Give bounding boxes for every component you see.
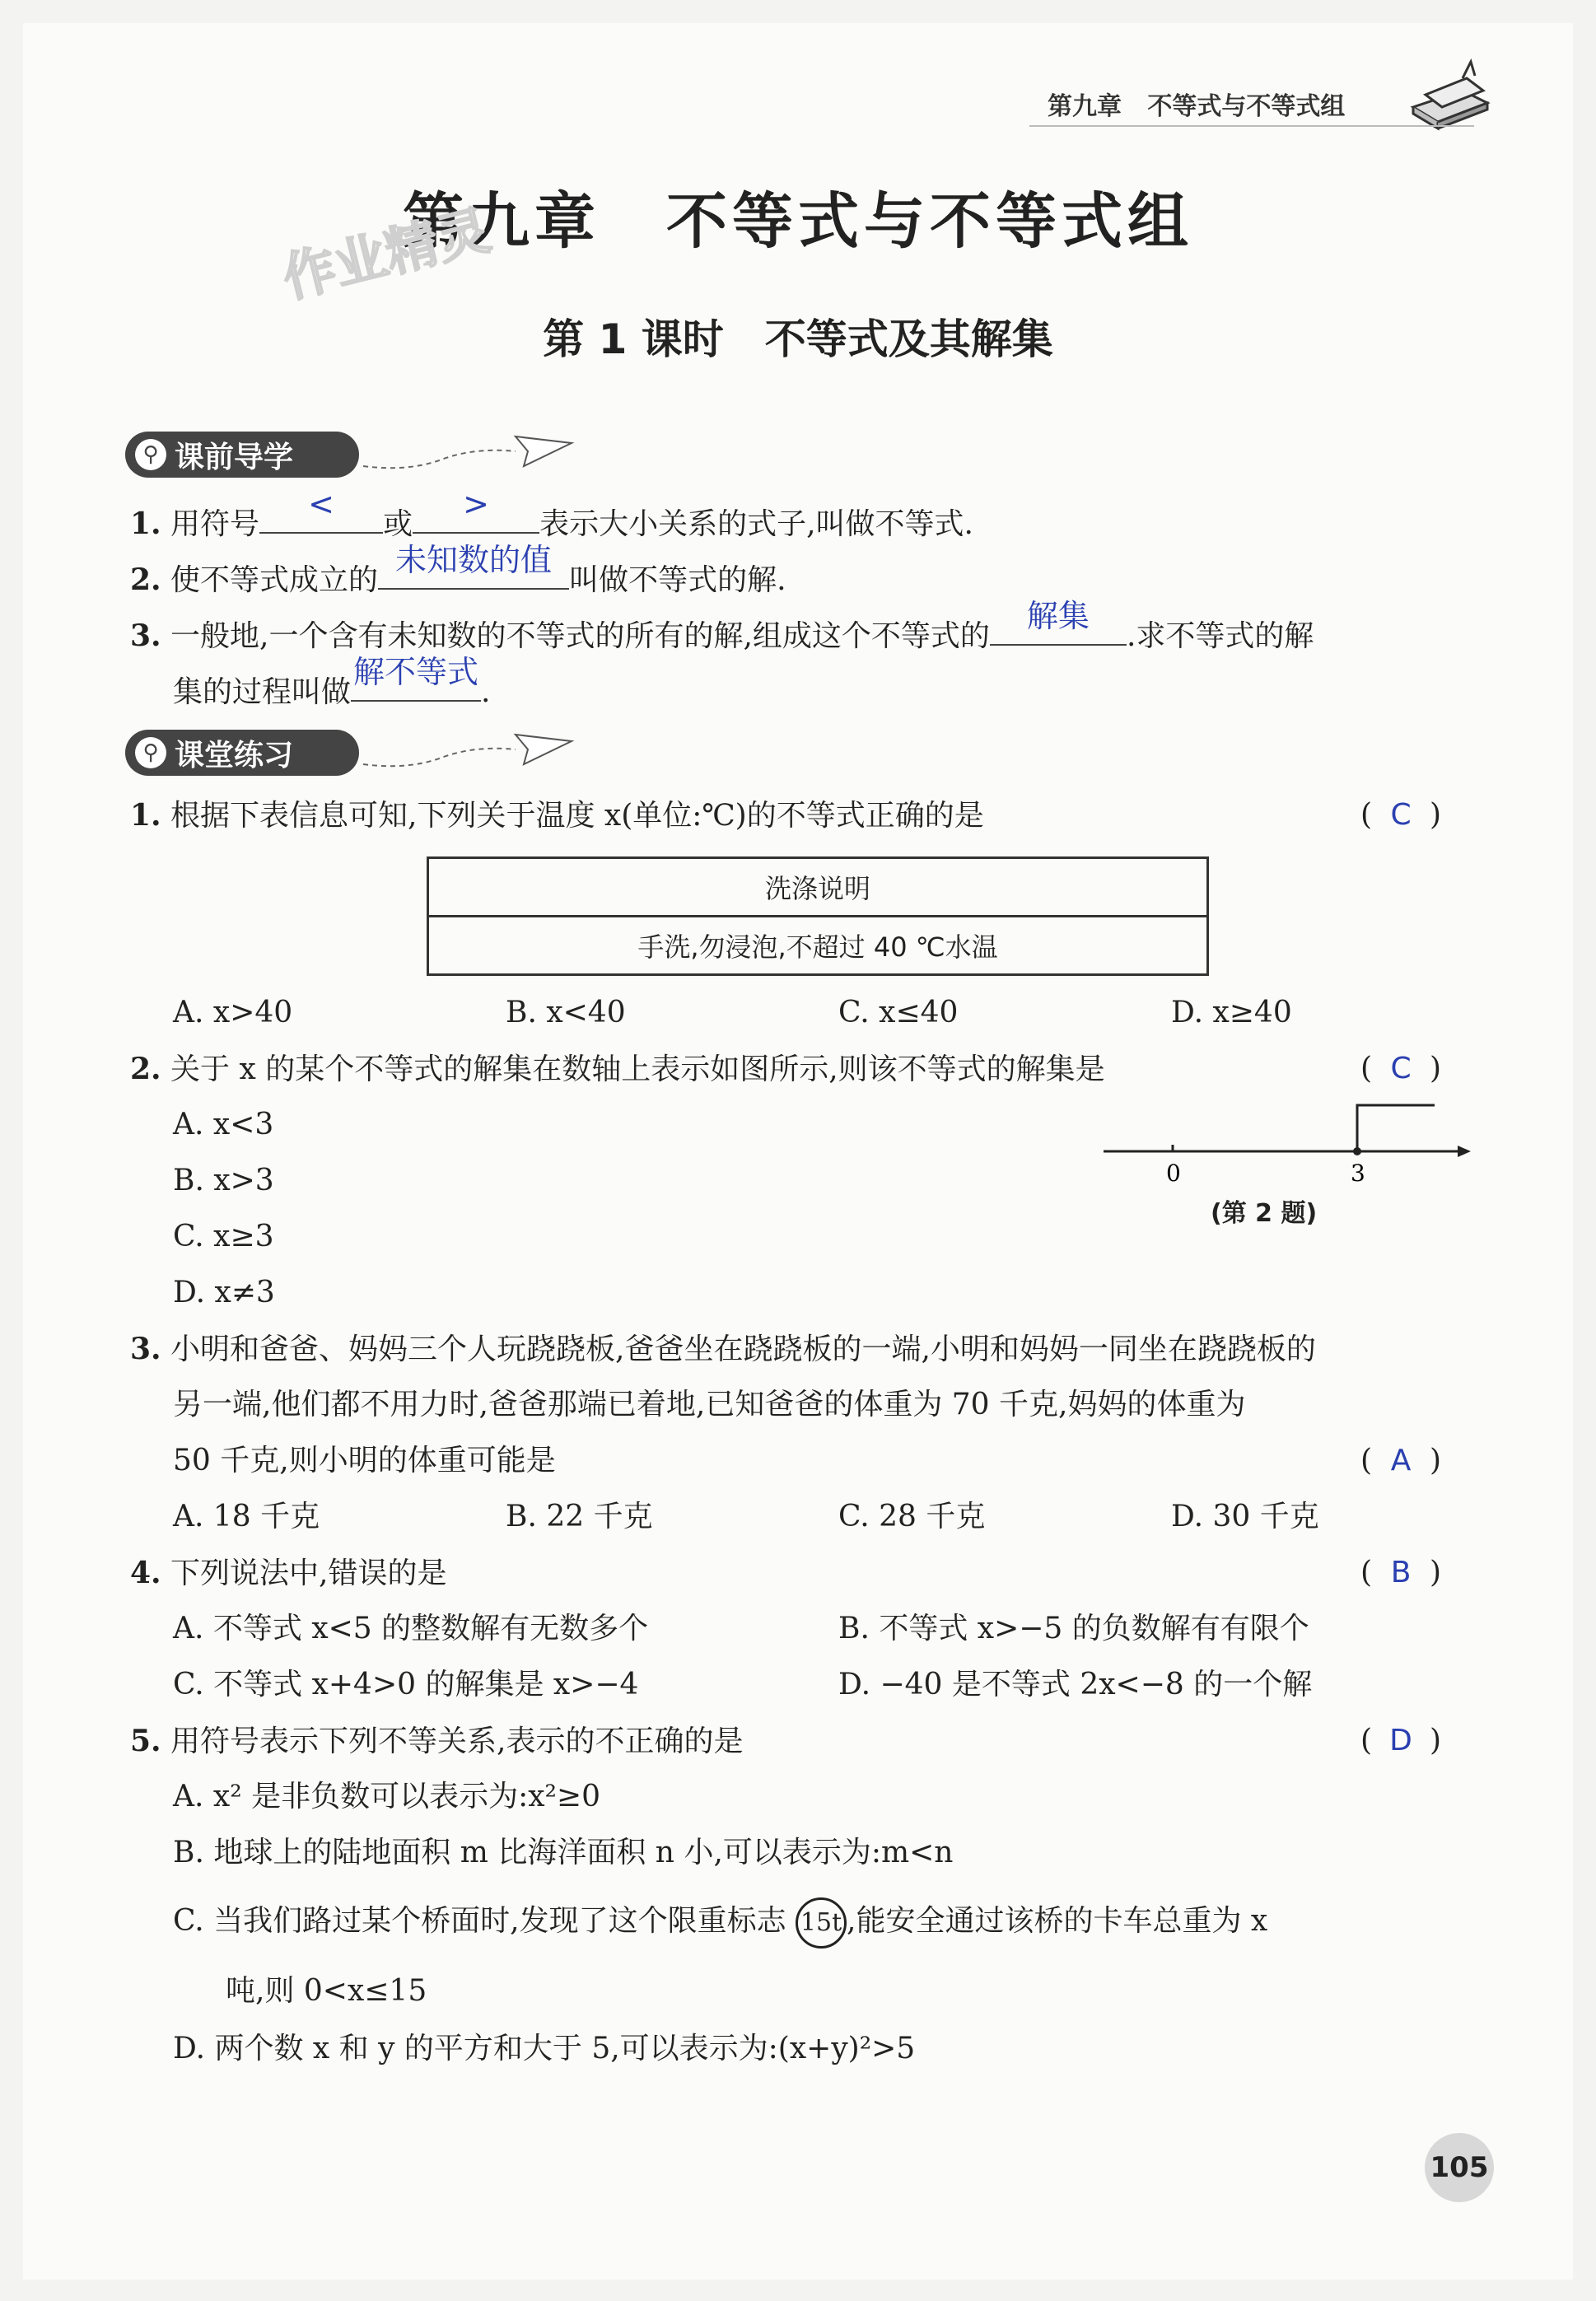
q1-option-c[interactable]: C. x≤40: [838, 996, 959, 1029]
q3-option-d[interactable]: D. 30 千克: [1171, 1500, 1319, 1533]
handwritten-answer: >: [463, 486, 489, 522]
handwritten-answer: C: [1390, 1052, 1412, 1085]
watermark: 作业精灵: [277, 199, 497, 310]
pre-q3-line2: [173, 654, 491, 712]
q-text: 小明和爸爸、妈妈三个人玩跷跷板,爸爸坐在跷跷板的一端,小明和妈妈一同坐在跷跷板的: [170, 1333, 1316, 1366]
handwritten-answer: <: [308, 486, 334, 522]
pre-q2: [130, 542, 786, 600]
practice-q5: [130, 1721, 744, 1762]
q-text: 用符号表示下列不等关系,表示的不正确的是: [170, 1725, 744, 1758]
q3-option-c[interactable]: C. 28 千克: [838, 1500, 986, 1533]
q-text: 根据下表信息可知,下列关于温度 x(单位:℃)的不等式正确的是: [170, 799, 984, 833]
q4-option-d[interactable]: D. −40 是不等式 2x<−8 的一个解: [838, 1668, 1313, 1701]
paren: ): [1430, 1444, 1442, 1477]
handwritten-answer: B: [1390, 1556, 1412, 1589]
answer-q4[interactable]: [1360, 1553, 1441, 1593]
paren: ): [1430, 1724, 1442, 1757]
text: C. 当我们路过某个桥面时,发现了这个限重标志: [173, 1904, 786, 1938]
text: .: [481, 675, 491, 709]
q-num: 1.: [130, 798, 161, 833]
text: 集的过程叫做: [173, 675, 352, 709]
practice-q3-line3: 50 千克,则小明的体重可能是: [173, 1444, 556, 1477]
q-num: 2.: [130, 562, 161, 597]
q2-option-a[interactable]: A. x<3: [173, 1108, 274, 1141]
practice-q3-line1: [130, 1329, 1316, 1370]
q2-option-d[interactable]: D. x≠3: [173, 1276, 275, 1309]
q5-option-b[interactable]: B. 地球上的陆地面积 m 比海洋面积 n 小,可以表示为:m<n: [173, 1836, 954, 1869]
q5-option-a[interactable]: A. x² 是非负数可以表示为:x²≥0: [173, 1780, 600, 1813]
paren: (: [1360, 798, 1373, 832]
text: 用符号: [170, 507, 260, 541]
blank-5[interactable]: [351, 654, 481, 702]
closed-point: [1353, 1147, 1361, 1155]
paren: ): [1430, 1556, 1442, 1589]
handwritten-answer: D: [1389, 1724, 1412, 1757]
header-chapter-title: 不等式与不等式组: [1147, 92, 1346, 121]
number-line-figure: [1095, 1095, 1474, 1194]
pre-q3-line1: [130, 598, 1314, 656]
magnifier-icon: ⚲: [135, 737, 166, 768]
section-label: 课堂练习: [175, 738, 294, 772]
paren: (: [1360, 1052, 1373, 1085]
paren: ): [1430, 1052, 1442, 1085]
magnifier-icon: ⚲: [135, 439, 166, 470]
q3-option-b[interactable]: B. 22 千克: [506, 1500, 653, 1533]
text: 叫做不等式的解.: [569, 563, 786, 597]
q5-option-c-cont: 吨,则 0<x≤15: [226, 1974, 427, 2008]
books-icon: [1405, 58, 1496, 132]
answer-q1[interactable]: [1360, 796, 1441, 835]
q3-option-a[interactable]: A. 18 千克: [173, 1500, 320, 1533]
table-header: 洗涤说明: [428, 858, 1208, 917]
handwritten-answer: 未知数的值: [395, 542, 553, 578]
text: 使不等式成立的: [170, 563, 379, 597]
q-text: 关于 x 的某个不等式的解集在数轴上表示如图所示,则该不等式的解集是: [170, 1052, 1105, 1086]
solution-ray: [1357, 1105, 1435, 1151]
text: 或: [383, 507, 413, 541]
paren: (: [1360, 1724, 1373, 1757]
blank-3[interactable]: [378, 542, 569, 590]
answer-q3[interactable]: [1360, 1441, 1441, 1481]
header-chapter: 第九章: [1048, 92, 1122, 121]
header-rule: [1029, 125, 1474, 127]
blank-2[interactable]: [413, 486, 539, 534]
q1-option-d[interactable]: D. x≥40: [1171, 996, 1292, 1029]
table-body: 手洗,勿浸泡,不超过 40 ℃水温: [428, 917, 1208, 975]
q4-option-b[interactable]: B. 不等式 x>−5 的负数解有有限个: [838, 1612, 1309, 1645]
blank-1[interactable]: [259, 486, 383, 534]
q-num: 3.: [130, 618, 161, 653]
q1-option-a[interactable]: A. x>40: [173, 996, 293, 1029]
paper-plane-icon: [359, 427, 581, 476]
running-header: [1048, 86, 1345, 122]
q-num: 2.: [130, 1052, 161, 1086]
paren: (: [1360, 1556, 1373, 1589]
paper-plane-icon: [359, 725, 581, 774]
handwritten-answer: C: [1390, 798, 1412, 832]
answer-q2[interactable]: [1360, 1049, 1441, 1089]
handwritten-answer: 解不等式: [353, 654, 479, 690]
answer-q5[interactable]: [1360, 1721, 1441, 1761]
q2-option-c[interactable]: C. x≥3: [173, 1220, 274, 1253]
q-num: 4.: [130, 1556, 161, 1590]
pre-q1: [130, 486, 973, 544]
label-3: 3: [1351, 1160, 1365, 1187]
section-badge-pre: [125, 432, 359, 478]
lesson-title: 第 1 课时 不等式及其解集: [543, 315, 1053, 363]
handwritten-answer: 解集: [1026, 598, 1090, 634]
q-text: 下列说法中,错误的是: [170, 1557, 447, 1590]
q5-option-c[interactable]: [173, 1897, 1267, 1949]
q-num: 5.: [130, 1724, 161, 1758]
section-badge-class: [125, 730, 359, 776]
chapter-title: 第九章 不等式与不等式组: [403, 186, 1193, 257]
blank-4[interactable]: [990, 598, 1127, 646]
label-0: 0: [1166, 1160, 1181, 1187]
text: ,能安全通过该桥的卡车总重为 x: [847, 1904, 1268, 1938]
text: .求不等式的解: [1126, 619, 1314, 653]
practice-q4: [130, 1553, 447, 1594]
text: 一般地,一个含有未知数的不等式的所有的解,组成这个不等式的: [170, 619, 990, 653]
axis-arrow: [1458, 1146, 1471, 1157]
q-num: 1.: [130, 506, 161, 541]
q1-option-b[interactable]: B. x<40: [506, 996, 626, 1029]
figure-caption: (第 2 题): [1211, 1199, 1318, 1228]
page-number: 105: [1425, 2133, 1494, 2202]
paren: ): [1430, 798, 1442, 832]
washing-table: [427, 856, 1209, 976]
practice-q1: [130, 796, 984, 836]
q5-option-d[interactable]: D. 两个数 x 和 y 的平方和大于 5,可以表示为:(x+y)²>5: [173, 2032, 916, 2065]
q4-option-a[interactable]: A. 不等式 x<5 的整数解有无数多个: [173, 1612, 649, 1645]
q2-option-b[interactable]: B. x>3: [173, 1164, 274, 1197]
weight-limit-sign-icon: 15t: [796, 1897, 847, 1949]
section-label: 课前导学: [175, 440, 294, 474]
practice-q2: [130, 1049, 1105, 1090]
q-num: 3.: [130, 1332, 161, 1366]
text: 表示大小关系的式子,叫做不等式.: [539, 507, 973, 541]
handwritten-answer: A: [1390, 1444, 1412, 1477]
practice-q3-line2: 另一端,他们都不用力时,爸爸那端已着地,已知爸爸的体重为 70 千克,妈妈的体重为: [173, 1388, 1246, 1421]
q4-option-c[interactable]: C. 不等式 x+4>0 的解集是 x>−4: [173, 1668, 639, 1701]
paren: (: [1360, 1444, 1373, 1477]
